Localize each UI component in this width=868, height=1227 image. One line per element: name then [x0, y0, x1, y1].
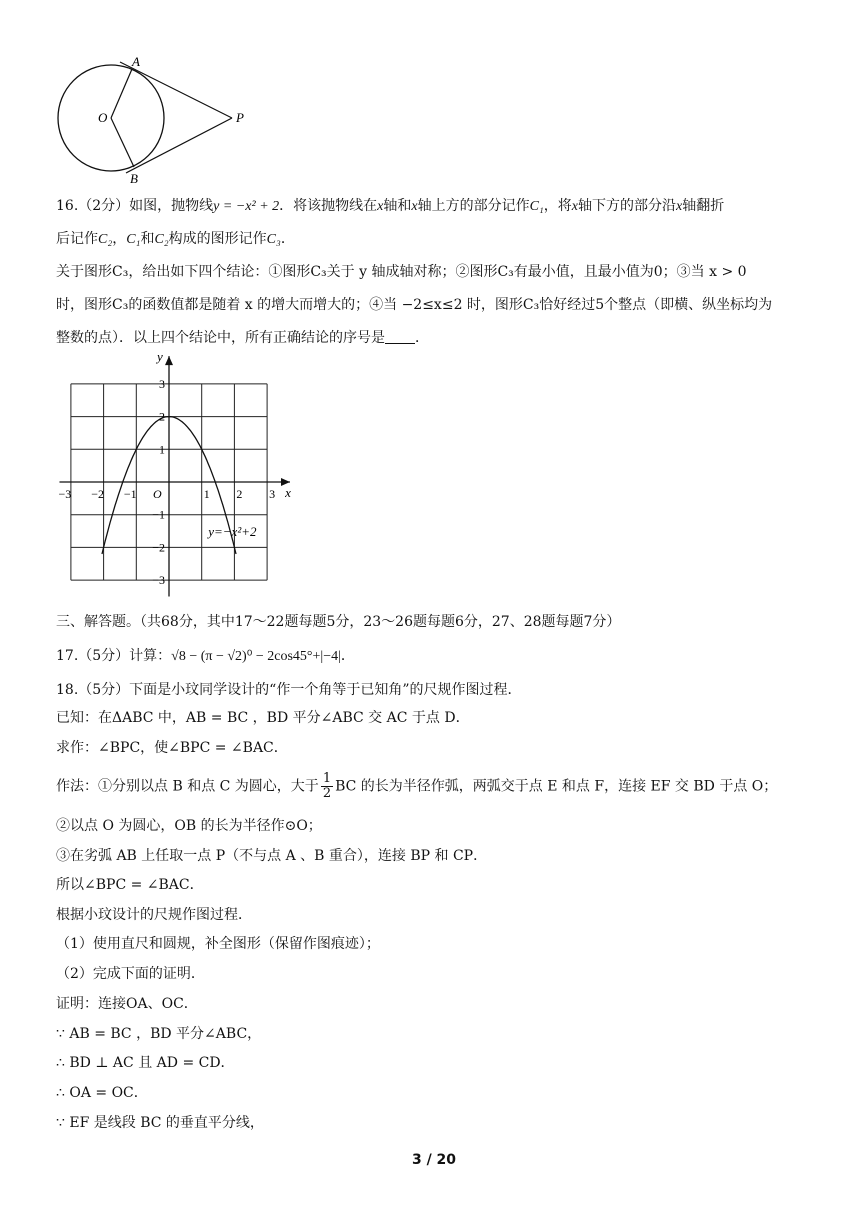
tangent-pa [120, 62, 232, 118]
frac-denominator: 2 [322, 786, 332, 801]
q16-var-x3: x [571, 199, 579, 214]
q18-part1: （1）使用直尺和圆规，补全图形（保留作图痕迹）； [56, 936, 380, 952]
q16-c2b: C₂ [154, 232, 169, 247]
q18-step3: ③在劣弧 AB 上任取一点 P（不与点 A 、B 重合），连接 BP 和 CP． [56, 848, 488, 864]
label-a: A [132, 54, 140, 69]
y-tick-label: 3 [159, 376, 165, 391]
q16-equation: y = −x² + 2 [213, 199, 280, 214]
y-tick-label: 2 [159, 409, 165, 424]
q16-l5-text: 整数的点）．以上四个结论中，所有正确结论的序号是 [56, 330, 385, 346]
q16-l2-c: 和 [140, 231, 155, 247]
frac-numerator: 1 [322, 771, 332, 786]
q16-text-d: 轴上方的部分记作 [417, 198, 530, 214]
parabola-graph [50, 352, 300, 602]
q18-proof5: ∵ EF 是线段 BC 的垂直平分线， [56, 1115, 264, 1131]
q18-proof3: ∴ BD ⊥ AC 且 AD = CD． [56, 1055, 235, 1071]
q17 [56, 646, 355, 667]
q18-method-b: BC 的长为半径作弧，两弧交于点 E 和点 F，连接 EF 交 BD 于点 O； [335, 778, 778, 795]
q16-text-e: ，将 [543, 198, 572, 214]
q18-method [56, 772, 777, 801]
radius-oa [111, 69, 132, 118]
y-tick-label: −3 [152, 573, 165, 588]
q18-method-a: 作法：①分别以点 B 和点 C 为圆心，大于 [56, 778, 319, 795]
q16-c3: C₃ [266, 232, 281, 247]
q18-proof2: ∵ AB = BC ，BD 平分∠ABC， [56, 1026, 262, 1042]
q16-text-g: 轴翻折 [682, 198, 725, 214]
q16-var-x4: x [676, 199, 683, 214]
q17-expression: √8 − (π − √2)⁰ − 2cos45°+|−4|． [171, 649, 355, 664]
q16-l2-d: 构成的图形记作 [168, 231, 267, 247]
origin-label: O [153, 487, 162, 501]
q16-var-x2: x [411, 199, 418, 214]
q18-given: 已知：在ΔABC 中，AB = BC ，BD 平分∠ABC 交 AC 于点 D． [56, 710, 470, 726]
q16-c1: C₁ [529, 199, 544, 214]
x-tick-label: 3 [269, 487, 276, 501]
y-tick-label: 1 [159, 442, 165, 457]
x-tick-label: −2 [91, 487, 104, 501]
q16-text-a: 16.（2分）如图，抛物线 [56, 198, 214, 214]
q16-l5-end: ． [415, 330, 429, 346]
q18-step2: ②以点 O 为圆心，OB 的长为半径作⊙O； [56, 818, 322, 834]
q18-proof4: ∴ OA = OC． [56, 1085, 148, 1101]
q17-prefix: 17.（5分）计算： [56, 648, 172, 664]
q16-line4: 时，图形C₃的函数值都是随着 x 的增大而增大的；④当 −2≤x≤2 时，图形C₃恰好经过5个整点（即横、纵坐标均为 [56, 297, 773, 313]
q16-c1b: C₁ [126, 232, 141, 247]
x-tick-label: −3 [58, 487, 72, 501]
label-b: B [130, 171, 138, 186]
q18-proof1: 证明：连接OA、OC． [56, 996, 198, 1012]
y-axis-arrow [165, 356, 173, 365]
q16-line2 [56, 229, 295, 250]
x-axis-label: x [285, 485, 291, 500]
x-tick-label: −1 [123, 487, 137, 501]
x-tick-label: 2 [236, 487, 243, 501]
x-tick-label: 1 [203, 487, 210, 501]
answer-blank[interactable] [385, 329, 415, 344]
q16-c2: C₂ [98, 232, 113, 247]
q18-according: 根据小玟设计的尺规作图过程． [56, 907, 252, 923]
circle-tangent-figure [50, 52, 260, 187]
q16-l2-b: ， [112, 231, 127, 247]
q16-var-x1: x [377, 199, 384, 214]
radius-ob [111, 118, 134, 167]
q16-line1 [56, 196, 724, 217]
section-3-heading: 三、解答题。（共68分，其中17～22题每题5分，23～26题每题6分，27、28题每题7分） [56, 614, 621, 630]
y-axis-label: y [157, 352, 163, 365]
q16-line3: 关于图形C₃，给出如下四个结论：①图形C₃关于 y 轴成轴对称；②图形C₃有最小值，且最小值为0；③当 x > 0 [56, 264, 747, 280]
q18-find: 求作：∠BPC，使∠BPC = ∠BAC． [56, 740, 288, 756]
q16-l2-a: 后记作 [56, 231, 98, 247]
q16-text-c: 轴和 [383, 198, 412, 214]
page-number: 3 / 20 [411, 1152, 457, 1168]
q18-part2: （2）完成下面的证明． [56, 966, 205, 982]
label-p: P [236, 110, 244, 125]
y-tick-label: −1 [152, 507, 165, 522]
q16-text-b: ．将该抛物线在 [279, 198, 378, 214]
q16-text-f: 轴下方的部分沿 [578, 198, 677, 214]
q16-l2-e: ． [280, 231, 295, 247]
label-o: O [98, 110, 108, 125]
q18-line1: 18.（5分）下面是小玟同学设计的“作一个角等于已知角”的尺规作图过程． [56, 682, 522, 698]
q18-so: 所以∠BPC = ∠BAC． [56, 877, 204, 893]
q16-line5 [56, 328, 429, 348]
y-tick-label: −2 [152, 540, 165, 555]
tangent-pb [126, 118, 232, 173]
fraction-half [321, 772, 333, 801]
curve-equation-label: y=−x²+2 [208, 523, 257, 539]
